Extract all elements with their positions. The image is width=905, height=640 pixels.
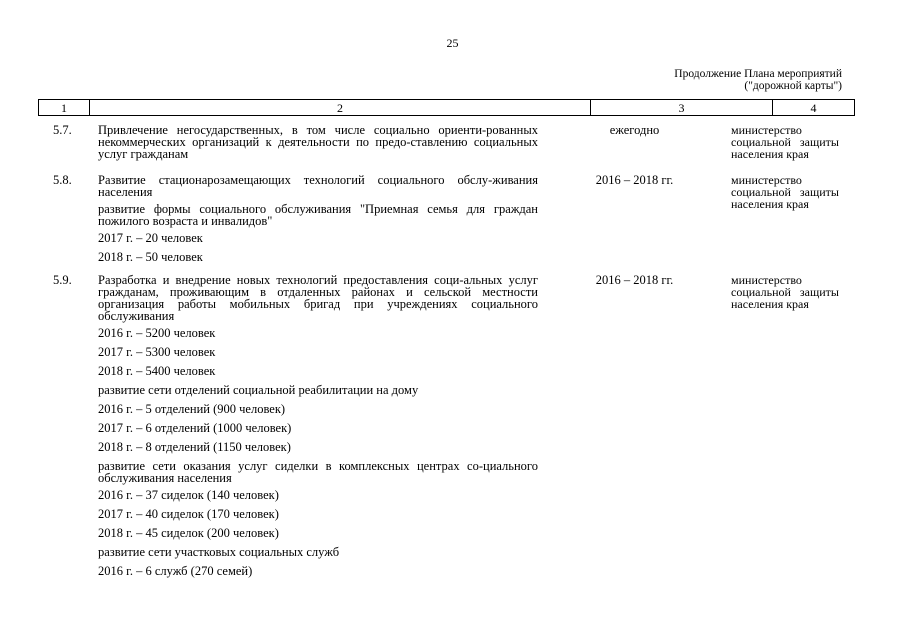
row-stat: 2017 г. – 5300 человек — [98, 345, 216, 359]
row-stat: 2017 г. – 20 человек — [98, 231, 203, 245]
continuation-line-2: ("дорожной карты") — [744, 80, 842, 92]
responsible-line: министерство — [731, 123, 802, 137]
row-description — [98, 174, 538, 270]
row-stat: 2017 г. – 40 сиделок (170 человек) — [98, 507, 279, 521]
row-description — [98, 274, 538, 584]
table-header — [38, 99, 855, 116]
header-col-4: 4 — [773, 100, 855, 115]
row-period: 2016 – 2018 гг. — [595, 173, 674, 187]
row-stat: развитие сети отделений социальной реабилитации на дому — [98, 383, 419, 397]
row-text: Привлечение негосударственных, в том числе социально ориенти-рованных некоммерческих организаций к деятельности по предо-ставлению социальных услуг гражданам — [98, 123, 538, 161]
responsible-line: социальной защиты — [731, 135, 839, 149]
row-text: Развитие стационарозамещающих технологий социального обслу-живания населения — [98, 173, 538, 199]
continuation-note — [600, 68, 842, 92]
responsible-line: социальной защиты — [731, 285, 839, 299]
row-stat: 2017 г. – 6 отделений (1000 человек) — [98, 421, 292, 435]
row-number: 5.8. — [53, 173, 72, 187]
row-responsible — [731, 124, 871, 165]
responsible-line: населения края — [731, 197, 809, 211]
row-stat: 2018 г. – 8 отделений (1150 человек) — [98, 440, 291, 454]
row-number: 5.9. — [53, 273, 72, 287]
responsible-line: населения края — [731, 297, 809, 311]
continuation-line-1: Продолжение Плана мероприятий — [674, 68, 842, 80]
header-col-2: 2 — [90, 100, 591, 115]
row-stat: 2018 г. – 5400 человек — [98, 364, 216, 378]
responsible-line: министерство — [731, 273, 802, 287]
responsible-line: населения края — [731, 147, 809, 161]
header-col-1: 1 — [39, 100, 90, 115]
table-row — [0, 274, 905, 584]
row-stat: 2018 г. – 50 человек — [98, 250, 203, 264]
row-responsible — [731, 174, 871, 270]
responsible-line: министерство — [731, 173, 802, 187]
row-stat: 2016 г. – 5200 человек — [98, 326, 216, 340]
row-number: 5.7. — [53, 123, 72, 137]
row-text: развитие формы социального обслуживания "Приемная семья для граждан пожилого возраста и инвалидов" — [98, 202, 538, 228]
table-row — [0, 174, 905, 270]
header-col-3: 3 — [591, 100, 773, 115]
row-text: развитие сети оказания услуг сиделки в комплексных центрах со-циального обслуживания населения — [98, 459, 538, 485]
row-stat: развитие сети участковых социальных служб — [98, 545, 340, 559]
row-period: ежегодно — [609, 123, 660, 137]
row-responsible — [731, 274, 871, 584]
row-period: 2016 – 2018 гг. — [595, 273, 674, 287]
row-stat: 2016 г. – 5 отделений (900 человек) — [98, 402, 286, 416]
table-body — [0, 124, 905, 584]
row-description — [98, 124, 538, 165]
table-row — [0, 124, 905, 165]
row-stat: 2016 г. – 37 сиделок (140 человек) — [98, 488, 279, 502]
page-number: 25 — [446, 36, 459, 50]
row-stat: 2016 г. – 6 служб (270 семей) — [98, 564, 253, 578]
row-stat: 2018 г. – 45 сиделок (200 человек) — [98, 526, 279, 540]
responsible-line: социальной защиты — [731, 185, 839, 199]
row-text: Разработка и внедрение новых технологий предоставления соци-альных услуг гражданам, проживающим в отдаленных районах и сельской местности организация работы мобильных бригад при учреждениях социального обслуживания — [98, 273, 538, 323]
